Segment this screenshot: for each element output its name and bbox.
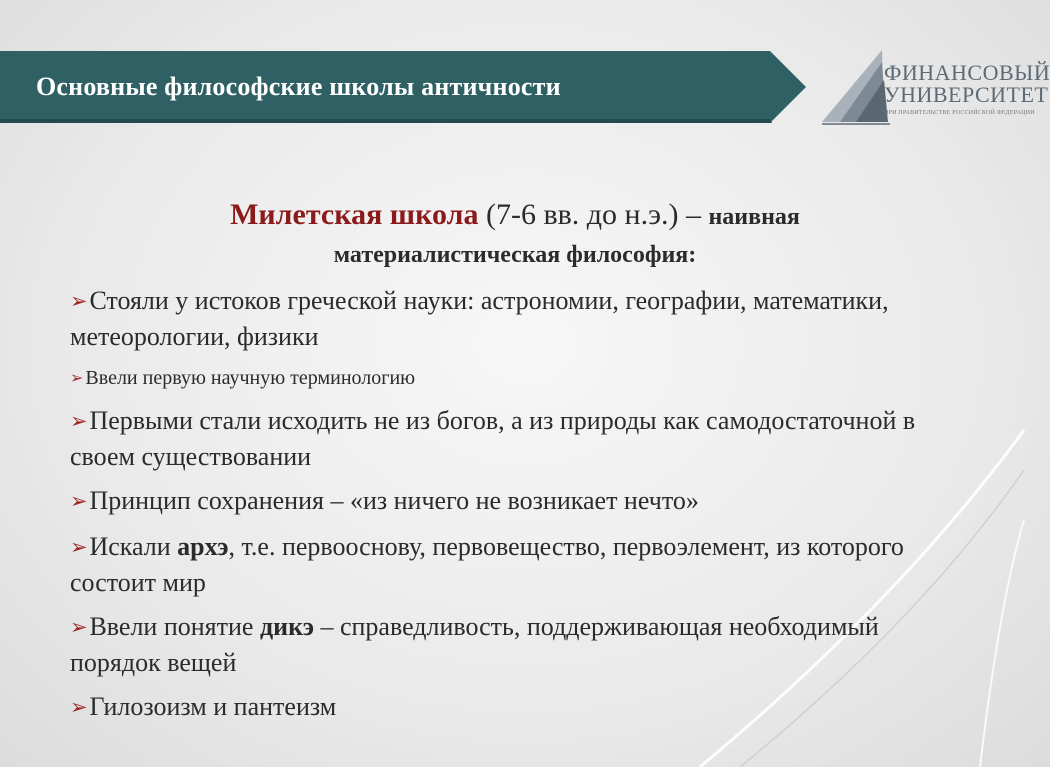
arrow-bullet-icon: ➢ [70,696,88,719]
list-item: ➢Гилозоизм и пантеизм [70,692,337,721]
arrow-bullet-icon: ➢ [70,616,88,639]
heading-bold-word: наивная [708,204,800,230]
page-title: Основные философские школы античности [36,72,561,101]
logo-text [884,62,1050,116]
list-item: ➢Стояли у истоков греческой науки: астрономии, географии, математики, метеорологии, физики [70,286,889,351]
school-dates: (7-6 вв. до н.э.) – [478,198,709,231]
heading-line2: материалистическая философия: [333,242,697,268]
arrow-bullet-icon: ➢ [70,370,84,387]
section-heading [70,196,960,274]
logo-line2: УНИВЕРСИТЕТ [884,82,1049,107]
arrow-bullet-icon: ➢ [70,536,88,559]
list-item: ➢Искали архэ, т.е. первооснову, первовещество, первоэлемент, из которого состоит мир [70,532,904,597]
logo-subtitle: ПРИ ПРАВИТЕЛЬСТВЕ РОССИЙСКОЙ ФЕДЕРАЦИИ [884,110,1035,116]
arrow-bullet-icon: ➢ [70,490,88,513]
list-item: ➢ Ввели первую научную терминологию [70,367,416,389]
arrow-bullet-icon: ➢ [70,290,88,313]
list-item: ➢Первыми стали исходить не из богов, а из природы как самодостаточной в своем существовании [70,406,916,471]
term-dike: дикэ [259,612,314,641]
arrow-bullet-icon: ➢ [70,410,88,433]
school-name: Милетская школа [230,198,479,231]
logo-line1: ФИНАНСОВЫЙ [884,60,1050,85]
term-arkhe: архэ [177,532,229,561]
list-item: ➢Ввели понятие дикэ – справедливость, поддерживающая необходимый порядок вещей [70,612,879,677]
list-item: ➢Принцип сохранения – «из ничего не возникает нечто» [70,486,699,515]
bullet-list [70,284,970,736]
